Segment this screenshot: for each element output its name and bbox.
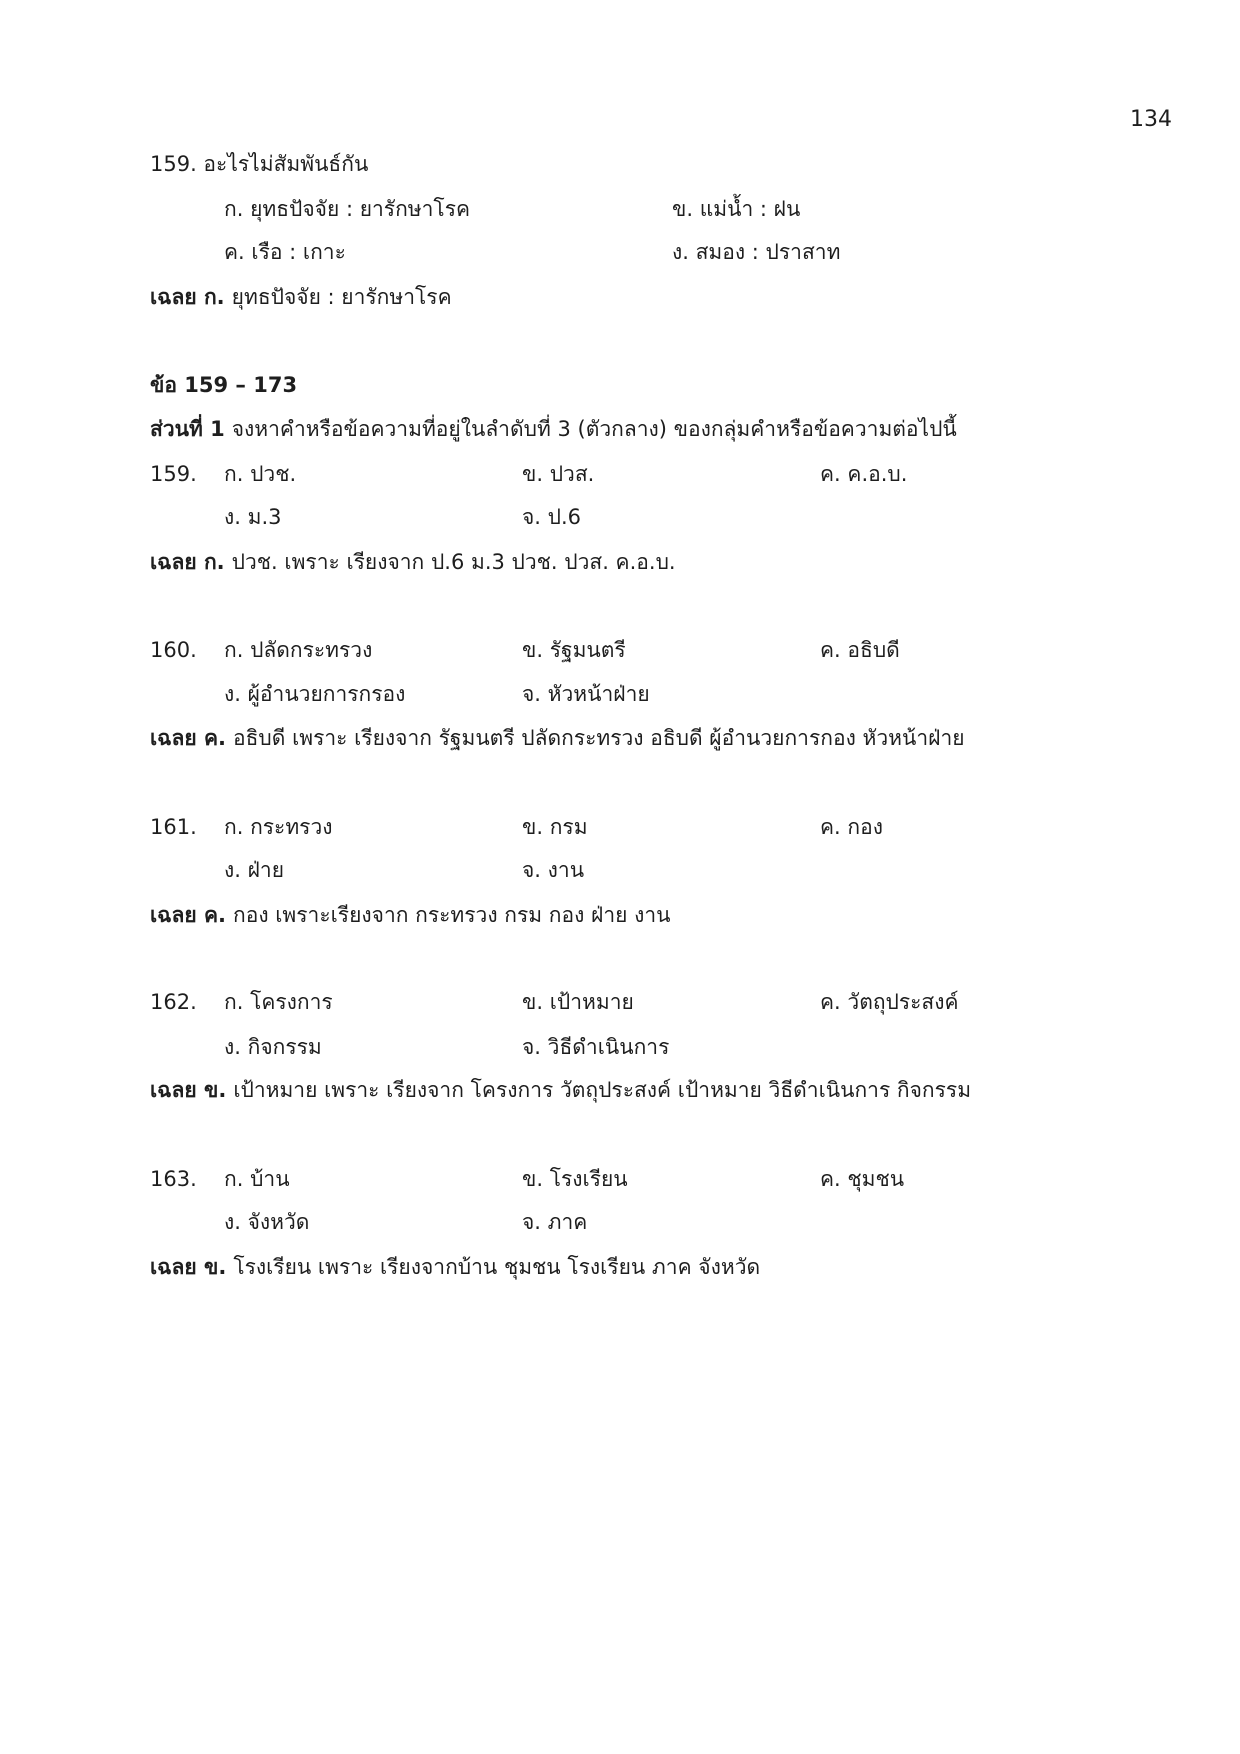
answer-text: ปวช. เพราะ เรียงจาก ป.6 ม.3 ปวช. ปวส. ค.อ.บ. <box>231 550 676 574</box>
option-b: ข. เป้าหมาย <box>522 990 634 1014</box>
question-row-2 <box>0 680 1240 710</box>
question-row-2 <box>0 1033 1240 1063</box>
intro-question-title: 159. อะไรไม่สัมพันธ์กัน <box>150 152 369 176</box>
answer-text: กอง เพราะเรียงจาก กระทรวง กรม กอง ฝ่าย งาน <box>233 903 671 927</box>
answer <box>150 1076 971 1104</box>
option-b: ข. ปวส. <box>522 462 595 486</box>
option-d: ง. จังหวัด <box>224 1210 310 1234</box>
answer <box>150 901 671 929</box>
option-e: จ. งาน <box>522 858 585 882</box>
intro-option-d: ง. สมอง : ปราสาท <box>672 240 841 264</box>
answer-row <box>0 1253 1240 1283</box>
intro-option-a: ก. ยุทธปัจจัย : ยารักษาโรค <box>224 197 471 221</box>
option-a: ก. กระทรวง <box>224 815 333 839</box>
option-c: ค. กอง <box>820 815 883 839</box>
question-row-1 <box>0 1165 1240 1195</box>
intro-answer <box>150 283 452 311</box>
question-number: 159. <box>150 462 197 486</box>
answer-label: เฉลย ก. <box>150 285 225 309</box>
answer-text: โรงเรียน เพราะ เรียงจากบ้าน ชุมชน โรงเรียน ภาค จังหวัด <box>233 1255 761 1279</box>
intro-option-c: ค. เรือ : เกาะ <box>224 240 346 264</box>
section-heading-row <box>0 371 1240 401</box>
question-number: 162. <box>150 990 197 1014</box>
option-c: ค. อธิบดี <box>820 638 900 662</box>
answer-label: เฉลย ข. <box>150 1078 227 1102</box>
question-number: 163. <box>150 1167 197 1191</box>
answer-text: เป้าหมาย เพราะ เรียงจาก โครงการ วัตถุประสงค์ เป้าหมาย วิธีดำเนินการ กิจกรรม <box>233 1078 972 1102</box>
option-d: ง. ผู้อำนวยการกรอง <box>224 682 406 706</box>
option-e: จ. ป.6 <box>522 505 582 529</box>
option-b: ข. กรม <box>522 815 588 839</box>
option-c: ค. วัตถุประสงค์ <box>820 990 959 1014</box>
intro-options-row-2 <box>0 238 1240 268</box>
option-b: ข. รัฐมนตรี <box>522 638 626 662</box>
option-a: ก. ปลัดกระทรวง <box>224 638 373 662</box>
answer <box>150 724 965 752</box>
intro-answer-row <box>0 283 1240 313</box>
option-a: ก. บ้าน <box>224 1167 290 1191</box>
option-c: ค. ค.อ.บ. <box>820 462 908 486</box>
section-instruction-row <box>0 415 1240 445</box>
option-c: ค. ชุมชน <box>820 1167 905 1191</box>
question-row-1 <box>0 813 1240 843</box>
option-e: จ. หัวหน้าฝ่าย <box>522 682 650 706</box>
question-row-1 <box>0 988 1240 1018</box>
question-row-2 <box>0 856 1240 886</box>
intro-option-b: ข. แม่น้ำ : ฝน <box>672 197 801 221</box>
answer-label: เฉลย ค. <box>150 903 226 927</box>
answer-row <box>0 1076 1240 1106</box>
answer-text: ยุทธปัจจัย : ยารักษาโรค <box>231 285 452 309</box>
option-b: ข. โรงเรียน <box>522 1167 628 1191</box>
option-e: จ. วิธีดำเนินการ <box>522 1035 670 1059</box>
answer-label: เฉลย ข. <box>150 1255 227 1279</box>
instruction-text: จงหาคำหรือข้อความที่อยู่ในลำดับที่ 3 (ตัวกลาง) ของกลุ่มคำหรือข้อความต่อไปนี้ <box>231 417 957 441</box>
page-number: 134 <box>1130 107 1172 132</box>
answer-row <box>0 548 1240 578</box>
answer-label: เฉลย ค. <box>150 726 226 750</box>
question-row-1 <box>0 636 1240 666</box>
answer <box>150 1253 760 1281</box>
intro-question-title-row <box>0 150 1240 180</box>
answer <box>150 548 676 576</box>
question-row-2 <box>0 1208 1240 1238</box>
question-row-2 <box>0 503 1240 533</box>
option-d: ง. ม.3 <box>224 505 282 529</box>
option-d: ง. กิจกรรม <box>224 1035 322 1059</box>
section-heading: ข้อ 159 – 173 <box>150 373 298 397</box>
option-e: จ. ภาค <box>522 1210 588 1234</box>
answer-text: อธิบดี เพราะ เรียงจาก รัฐมนตรี ปลัดกระทรวง อธิบดี ผู้อำนวยการกอง หัวหน้าฝ่าย <box>233 726 965 750</box>
section-instruction <box>150 415 957 443</box>
instruction-label: ส่วนที่ 1 <box>150 417 225 441</box>
intro-options-row-1 <box>0 195 1240 225</box>
question-number: 161. <box>150 815 197 839</box>
answer-row <box>0 901 1240 931</box>
question-row-1 <box>0 460 1240 490</box>
answer-label: เฉลย ก. <box>150 550 225 574</box>
option-a: ก. โครงการ <box>224 990 333 1014</box>
option-a: ก. ปวช. <box>224 462 297 486</box>
option-d: ง. ฝ่าย <box>224 858 285 882</box>
answer-row <box>0 724 1240 754</box>
question-number: 160. <box>150 638 197 662</box>
